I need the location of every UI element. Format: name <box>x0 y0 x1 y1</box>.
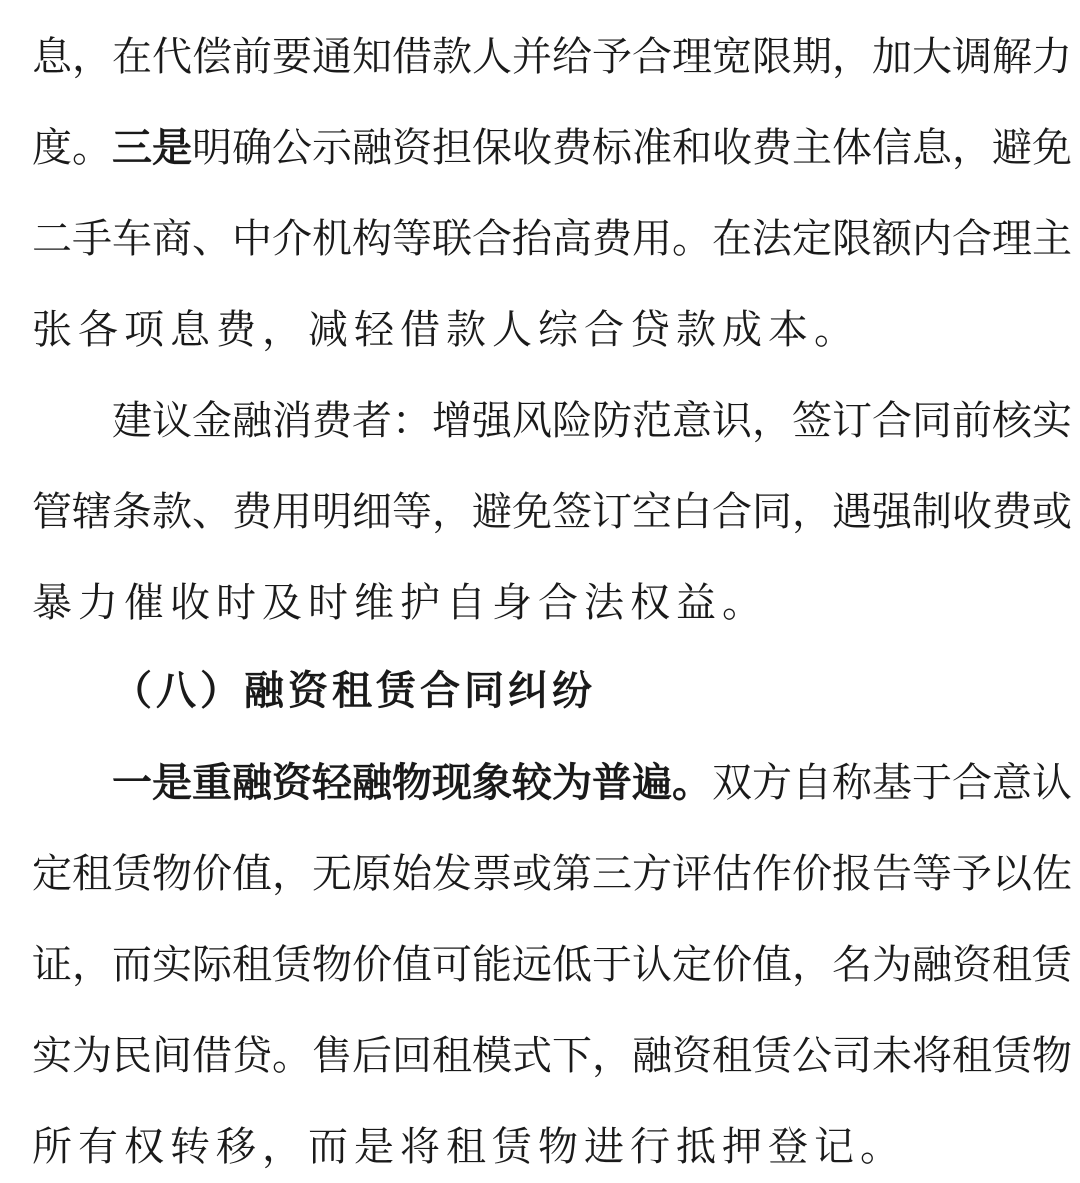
paragraph-3-line-2: 定租赁物价值，无原始发票或第三方评估作价报告等予以佐 <box>32 851 1072 897</box>
paragraph-3-line-3: 证，而实际租赁物价值可能远低于认定价值，名为融资租赁 <box>32 942 1072 988</box>
paragraph-1-line-2-start: 度。 <box>32 125 112 171</box>
paragraph-1-bold-lead: 三是 <box>112 124 192 171</box>
paragraph-3-line-4: 实为民间借贷。售后回租模式下，融资租赁公司未将租赁物 <box>32 1033 1072 1079</box>
paragraph-1-line-1: 息，在代偿前要通知借款人并给予合理宽限期，加大调解力 <box>32 34 1072 80</box>
paragraph-3-bold-lead: 一是重融资轻融物现象较为普遍。 <box>112 759 712 806</box>
paragraph-3-line-1-rest: 双方自称基于合意认 <box>712 760 1072 806</box>
paragraph-1-line-4: 张各项息费，减轻借款人综合贷款成本。 <box>32 307 860 353</box>
paragraph-1-line-2 <box>32 113 1072 183</box>
paragraph-1-line-2-rest: 明确公示融资担保收费标准和收费主体信息，避免 <box>192 125 1072 171</box>
paragraph-3-line-1 <box>112 748 1072 818</box>
paragraph-1-line-3: 二手车商、中介机构等联合抬高费用。在法定限额内合理主 <box>32 216 1072 262</box>
paragraph-3-line-5: 所有权转移，而是将租赁物进行抵押登记。 <box>32 1124 906 1170</box>
section-heading: （八）融资租赁合同纠纷 <box>112 667 596 714</box>
paragraph-2-line-3: 暴力催收时及时维护自身合法权益。 <box>32 580 768 626</box>
paragraph-2-line-2: 管辖条款、费用明细等，避免签订空白合同，遇强制收费或 <box>32 489 1072 535</box>
paragraph-2-line-1: 建议金融消费者：增强风险防范意识，签订合同前核实 <box>112 398 1072 444</box>
